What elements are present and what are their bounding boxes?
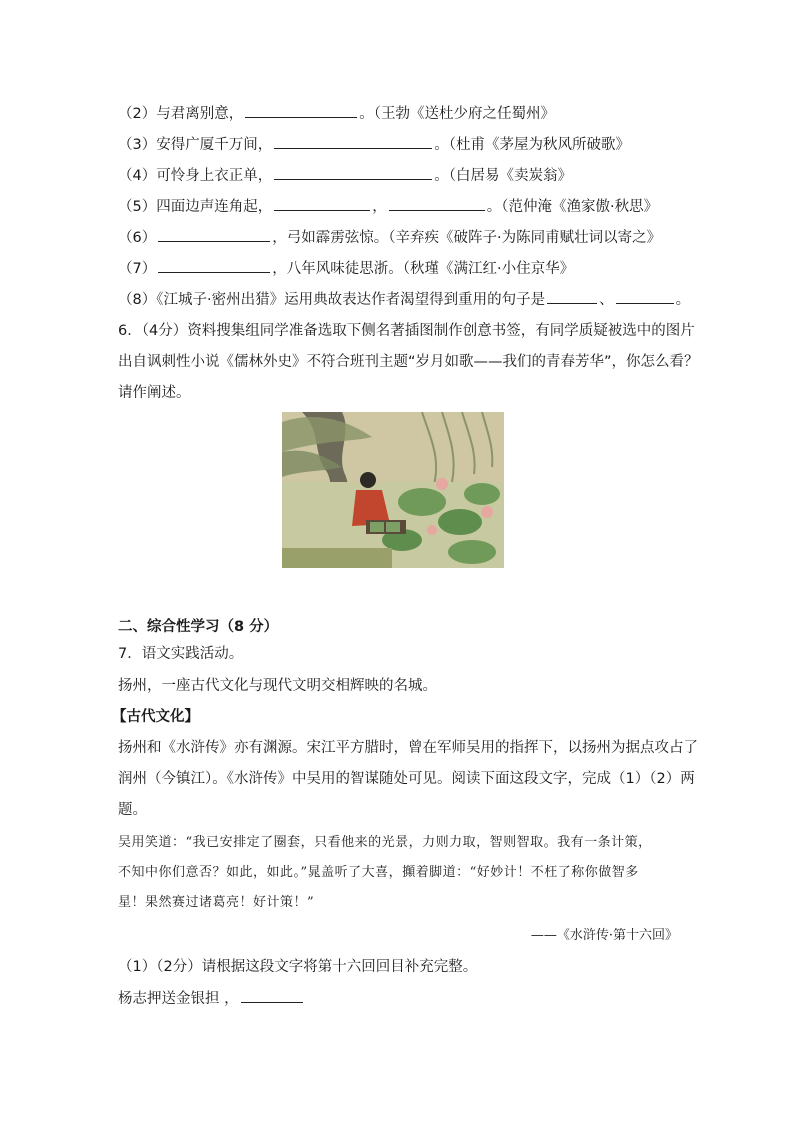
- item-3-prefix: （3）安得广厦千万间，: [118, 137, 273, 153]
- item-7-suffix: ，八年风味徒思浙。（秋瑾《满江红·小住京华》: [272, 261, 575, 277]
- answer-line: [118, 988, 305, 1009]
- quote-line1: 吴用笑道：“我已安排定了圈套，只看他来的光景，力则力取，智则智取。我有一条计策，: [118, 835, 652, 850]
- question-7-title: 7．语文实践活动。: [118, 646, 244, 662]
- item-2-suffix: 。（王勃《送杜少府之任蜀州》: [359, 106, 555, 122]
- quote-line2: 不知中你们意否？如此，如此。”晁盖听了大喜，攧着脚道：“好妙计！不枉了称你做智多: [118, 865, 639, 880]
- item-7: [118, 258, 574, 279]
- item-4-prefix: （4）可怜身上衣正单，: [118, 168, 273, 184]
- paragraph-line2: 润州（今镇江）。《水浒传》中吴用的智谋随处可见。阅读下面这段文字，完成（1）（2）两: [118, 771, 695, 787]
- answer-blank[interactable]: [389, 196, 485, 211]
- item-8-mid: 、: [599, 292, 614, 308]
- item-5-suffix: 。（范仲淹《渔家傲·秋思》: [486, 199, 659, 215]
- section-heading: 二、综合性学习（8 分）: [118, 619, 279, 635]
- intro-text: 扬州，一座古代文化与现代文明交相辉映的名城。: [118, 678, 437, 694]
- item-3-suffix: 。（杜甫《茅屋为秋风所破歌》: [434, 137, 630, 153]
- answer-blank[interactable]: [274, 196, 370, 211]
- answer-blank[interactable]: [547, 289, 597, 304]
- item-2-prefix: （2）与君离别意，: [118, 106, 244, 122]
- novel-illustration: [282, 412, 504, 568]
- item-2: [118, 103, 555, 124]
- answer-blank[interactable]: [245, 103, 357, 118]
- item-6-prefix: （6）: [118, 230, 157, 246]
- paragraph-line3: 题。: [118, 802, 147, 818]
- item-5: [118, 196, 658, 217]
- item-5-prefix: （5）四面边声连角起，: [118, 199, 273, 215]
- question-6-line2: 出自讽刺性小说《儒林外史》不符合班刊主题“岁月如歌——我们的青春芳华”，你怎么看？: [118, 354, 699, 370]
- subheading: 【古代文化】: [112, 709, 199, 725]
- answer-prefix: 杨志押送金银担 ，: [118, 991, 239, 1007]
- answer-blank[interactable]: [158, 258, 270, 273]
- quote-source: ——《水浒传·第十六回》: [530, 928, 678, 943]
- item-8: [118, 289, 690, 310]
- illustration-art: [282, 412, 504, 568]
- item-8-prefix: （8）《江城子·密州出猎》运用典故表达作者渴望得到重用的句子是: [118, 292, 546, 308]
- item-7-prefix: （7）: [118, 261, 157, 277]
- item-3: [118, 134, 630, 155]
- question-6-line3: 请作阐述。: [118, 385, 191, 401]
- novel-quote: [118, 828, 680, 918]
- paragraph-line1: 扬州和《水浒传》亦有渊源。宋江平方腊时，曾在军师吴用的指挥下，以扬州为据点攻占了: [118, 740, 698, 756]
- item-4: [118, 165, 572, 186]
- answer-blank[interactable]: [616, 289, 674, 304]
- answer-blank[interactable]: [274, 165, 432, 180]
- answer-blank[interactable]: [274, 134, 432, 149]
- item-4-suffix: 。（白居易《卖炭翁》: [434, 168, 572, 184]
- question-6-line1: 6．（4分）资料搜集组同学准备选取下侧名著插图制作创意书签，有同学质疑被选中的图片: [118, 323, 695, 339]
- answer-blank[interactable]: [158, 227, 270, 242]
- sub-question-1: （1）（2分）请根据这段文字将第十六回回目补充完整。: [118, 959, 478, 975]
- item-6: [118, 227, 661, 248]
- quote-line3: 星！果然赛过诸葛亮！好计策！”: [118, 895, 315, 910]
- item-5-mid: ，: [372, 199, 387, 215]
- answer-blank[interactable]: [241, 988, 303, 1003]
- item-6-suffix: ，弓如霹雳弦惊。（辛弃疾《破阵子·为陈同甫赋壮词以寄之》: [272, 230, 662, 246]
- item-8-suffix: 。: [675, 292, 691, 308]
